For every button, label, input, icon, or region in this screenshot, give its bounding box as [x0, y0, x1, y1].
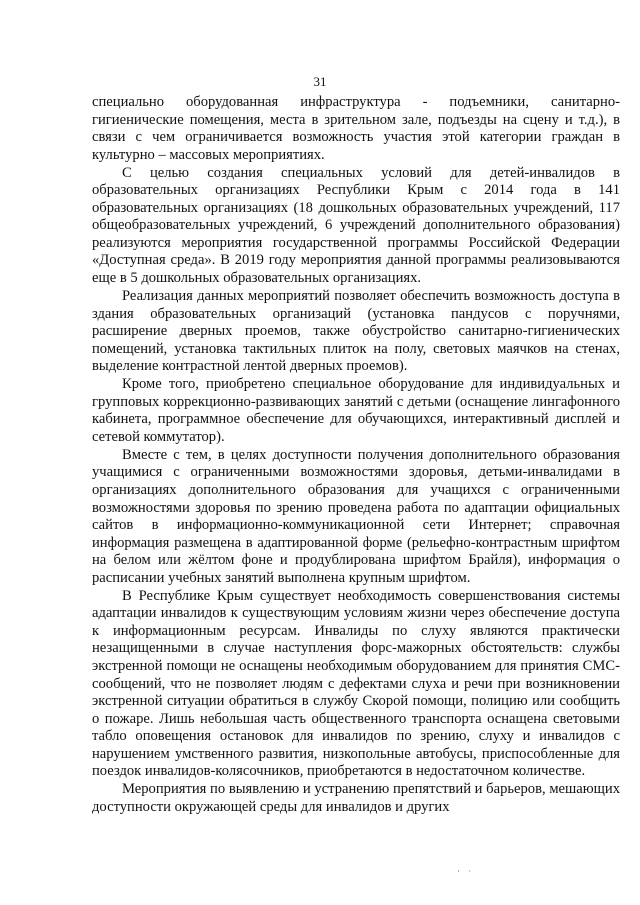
document-body: [92, 94, 620, 816]
paragraph-continuation: специально оборудованная инфраструктура - подъемники, санитарно-гигиенические помещения, места в зрительном зале, подъезды на сцену и т.д.), в связи с чем ограничивается возможность участия этой категории граждан в культурно – массовых мероприятиях.: [92, 94, 620, 163]
paragraph-building-access: Реализация данных мероприятий позволяет обеспечить возможность доступа в здания образовательных организаций (установка пандусов с поручнями, расширение дверных проемов, также обустройство санитарно-гигиенических помещений, установка тактильных плиток на полу, световых маячков на стенах, выделение контрастной лентой дверных проемов).: [92, 288, 620, 375]
paragraph-additional-education: Вместе с тем, в целях доступности получения дополнительного образования учащимися с ограниченными возможностями здоровья, детьми-инвалидами в организациях дополнительного образования для учащихся с ограниченными возможностями здоровья по зрению проведена работа по адаптации официальных сайтов в информационно-коммуникационной сети Интернет; справочная информация размещена в адаптированной форме (рельефно-контрастным шрифтом на белом или жёлтом фоне и продублирована шрифтом Брайля), информация о расписании учебных занятий выполнена крупным шрифтом.: [92, 446, 620, 586]
paragraph-information-access: В Республике Крым существует необходимость совершенствования системы адаптации инвалидов к существующим условиям жизни через обеспечение доступа к информационным ресурсам. Инвалиды по слуху являются практически незащищенными в случае наступления форс-мажорных обстоятельств: службы экстренной помощи не оснащены необходимым оборудованием для принятия СМС-сообщений, что не позволяет людям с дефектами слуха и речи при возникновении экстренной ситуации обратиться в службу Скорой помощи, полицию или сообщить о пожаре. Лишь небольшая часть общественного транспорта оснащена световыми табло оповещения остановок для инвалидов по зрению, слуху и инвалидов с нарушением умственного развития, низкопольные автобусы, приспособленные для поездок инвалидов-колясочников, приобретаются в недостаточном количестве.: [92, 587, 620, 780]
paragraph-special-equipment: Кроме того, приобретено специальное оборудование для индивидуальных и групповых коррекционно-развивающих занятий с детьми (оснащение лингафонного кабинета, программное обеспечение для обучающихся, интерактивный дисплей и сетевой коммутатор).: [92, 376, 620, 445]
page-number: 31: [313, 74, 327, 89]
paragraph-accessible-environment-program: С целью создания специальных условий для детей-инвалидов в образовательных организациях Республики Крым с 2014 года в 141 образовательных организациях (18 дошкольных образовательных учреждений, 117 общеобразовательных учреждений, 6 учреждений дополнительного образования) реализуются мероприятия государственной программы Российской Федерации «Доступная среда». В 2019 году мероприятия данной программы реализовываются еще в 5 дошкольных образовательных организациях.: [92, 164, 620, 286]
scan-mark: · ·: [457, 866, 475, 876]
paragraph-barrier-removal: Мероприятия по выявлению и устранению препятствий и барьеров, мешающих доступности окружающей среды для инвалидов и других: [92, 781, 620, 815]
